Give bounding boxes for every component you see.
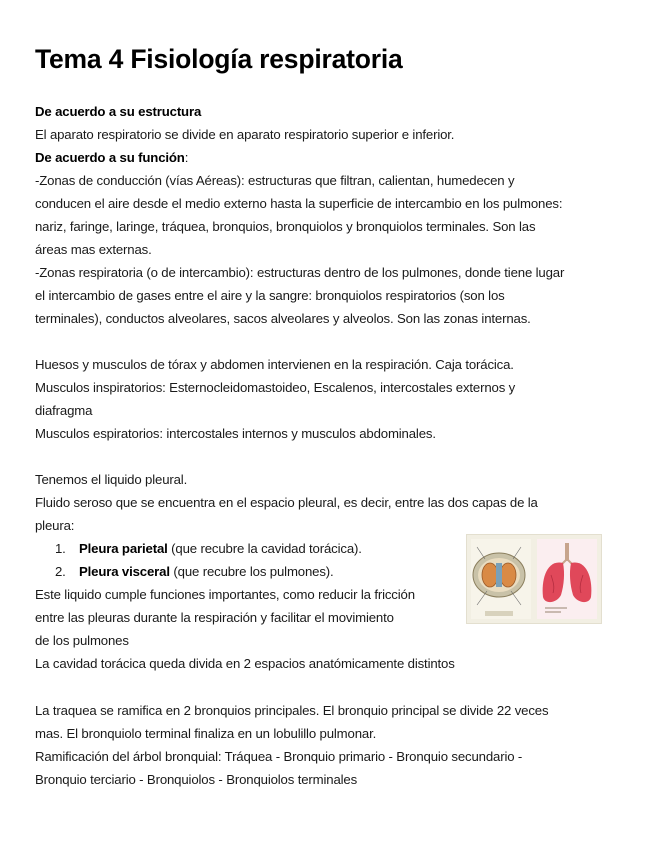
list-term: Pleura parietal	[79, 541, 168, 556]
list-number: 1.	[55, 541, 66, 556]
heading-funcion: De acuerdo a su función	[35, 150, 185, 165]
paragraph-line: terminales), conductos alveolares, sacos alveolares y alveolos. Son las zonas internas.	[35, 311, 531, 326]
list-description: (que recubre los pulmones).	[169, 564, 334, 579]
paragraph-line: -Zonas de conducción (vías Aéreas): estructuras que filtran, calientan, humedecen y	[35, 173, 515, 188]
pleura-lungs-illustration	[466, 534, 602, 624]
paragraph-line: Este liquido cumple funciones importantes, como reducir la fricción	[35, 587, 415, 602]
heading-estructura: De acuerdo a su estructura	[35, 104, 202, 119]
paragraph-line: Musculos espiratorios: intercostales internos y musculos abdominales.	[35, 426, 436, 441]
paragraph-line: Fluido seroso que se encuentra en el espacio pleural, es decir, entre las dos capas de la	[35, 495, 538, 510]
paragraph-line: de los pulmones	[35, 633, 129, 648]
page-title: Tema 4 Fisiología respiratoria	[35, 44, 403, 74]
list-term: Pleura visceral	[79, 564, 170, 579]
list-item	[55, 564, 334, 580]
paragraph-line: áreas mas externas.	[35, 242, 152, 257]
paragraph-line: Huesos y musculos de tórax y abdomen intervienen en la respiración. Caja torácica.	[35, 357, 514, 372]
paragraph-line: Musculos inspiratorios: Esternocleidomastoideo, Escalenos, intercostales externos y	[35, 380, 516, 395]
text-estructura: El aparato respiratorio se divide en aparato respiratorio superior e inferior.	[35, 127, 455, 142]
paragraph-line: La traquea se ramifica en 2 bronquios principales. El bronquio principal se divide 22 veces	[35, 703, 549, 718]
paragraph-line: entre las pleuras durante la respiración y facilitar el movimiento	[35, 610, 394, 625]
paragraph-line: Ramificación del árbol bronquial: Tráquea - Bronquio primario - Bronquio secundario -	[35, 749, 523, 764]
pleura-lungs-icon	[467, 535, 601, 623]
list-description: (que recubre la cavidad torácica).	[167, 541, 362, 556]
paragraph-line: conducen el aire desde el medio externo hasta la superficie de intercambio en los pulmones:	[35, 196, 563, 211]
paragraph-line: La cavidad torácica queda divida en 2 espacios anatómicamente distintos	[35, 656, 455, 671]
paragraph-line: mas. El bronquiolo terminal finaliza en un lobulillo pulmonar.	[35, 726, 377, 741]
paragraph-line: pleura:	[35, 518, 75, 533]
paragraph-line: diafragma	[35, 403, 93, 418]
paragraph-line: Bronquio terciario - Bronquiolos - Bronquiolos terminales	[35, 772, 358, 787]
paragraph-line: -Zonas respiratoria (o de intercambio): estructuras dentro de los pulmones, donde tiene lugar	[35, 265, 565, 280]
paragraph-line: Tenemos el liquido pleural.	[35, 472, 188, 487]
list-item	[55, 541, 362, 557]
heading-funcion-colon: :	[184, 150, 189, 165]
heading-funcion-line	[35, 150, 188, 166]
paragraph-line: el intercambio de gases entre el aire y la sangre: bronquiolos respiratorios (son los	[35, 288, 505, 303]
paragraph-line: nariz, faringe, laringe, tráquea, bronquios, bronquiolos y bronquiolos terminales. Son las	[35, 219, 536, 234]
list-number: 2.	[55, 564, 66, 579]
